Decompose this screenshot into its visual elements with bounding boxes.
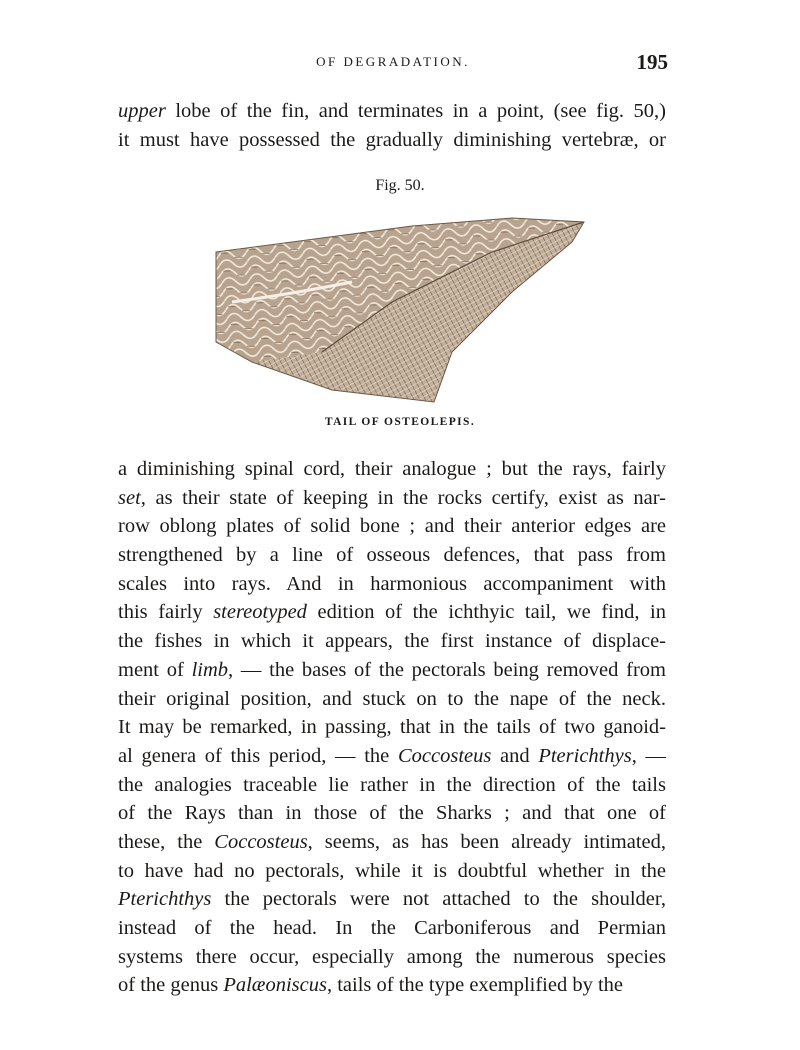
- text-line: of the Rays than in those of the Sharks ; and that one of: [118, 802, 666, 825]
- text-line: the fishes in which it appears, the first instance of displace-: [118, 630, 666, 653]
- fossil-tail-engraving-icon: [212, 212, 592, 408]
- figure-label: Fig. 50.: [375, 177, 425, 194]
- italic-term: Coccosteus: [397, 744, 492, 767]
- text-line: set, as their state of keeping in the rocks certify, exist as nar-: [118, 486, 666, 509]
- text-line: row oblong plates of solid bone ; and their anterior edges are: [118, 515, 666, 538]
- italic-term: Pterichthys: [538, 744, 632, 767]
- text-line: it must have possessed the gradually diminishing vertebræ, or: [118, 128, 666, 151]
- text-line: to have had no pectorals, while it is doubtful whether in the: [118, 859, 666, 882]
- page-header: [118, 50, 668, 74]
- italic-term: Palæoniscus: [223, 974, 327, 997]
- text-line: instead of the head. In the Carboniferous and Permian: [118, 917, 666, 939]
- text-line: scales into rays. And in harmonious accompaniment with: [118, 572, 666, 595]
- text-line: the analogies traceable lie rather in the direction of the tails: [118, 773, 666, 796]
- paragraph-top: [118, 97, 666, 154]
- text-line: al genera of this period, — the Coccosteus and Pterichthys, —: [118, 744, 667, 767]
- figure-tail-of-osteolepis: [212, 212, 592, 408]
- text-line: Pterichthys the pectorals were not attached to the shoulder,: [118, 888, 666, 911]
- italic-term: upper: [118, 100, 166, 122]
- italic-term: stereotyped: [213, 601, 307, 624]
- italic-term: limb: [191, 658, 229, 681]
- text-line: strengthened by a line of osseous defences, that pass from: [118, 544, 666, 567]
- text-line: systems there occur, especially among the numerous species: [118, 945, 666, 968]
- figure-caption: TAIL OF OSTEOLEPIS.: [324, 416, 476, 428]
- text-line: of the genus Palæoniscus, tails of the type exemplified by the: [118, 974, 624, 997]
- paragraph-main: [118, 455, 666, 1000]
- text-line: a diminishing spinal cord, their analogue ; but the rays, fairly: [118, 458, 666, 480]
- text-line: these, the Coccosteus, seems, as has been already intimated,: [118, 830, 666, 853]
- text-line: It may be remarked, in passing, that in the tails of two ganoid-: [118, 716, 666, 739]
- text-line: ment of limb, — the bases of the pectorals being removed from: [118, 658, 666, 681]
- text-line: upper lobe of the fin, and terminates in a point, (see fig. 50,): [118, 100, 666, 122]
- italic-term: set: [118, 486, 141, 509]
- italic-term: Coccosteus: [214, 830, 308, 853]
- text-line: their original position, and stuck on to the nape of the neck.: [118, 687, 666, 710]
- running-head: OF DEGRADATION.: [316, 54, 470, 69]
- italic-term: Pterichthys: [118, 888, 212, 911]
- text-line: this fairly stereotyped edition of the ichthyic tail, we find, in: [118, 601, 666, 624]
- page-number: 195: [636, 50, 668, 74]
